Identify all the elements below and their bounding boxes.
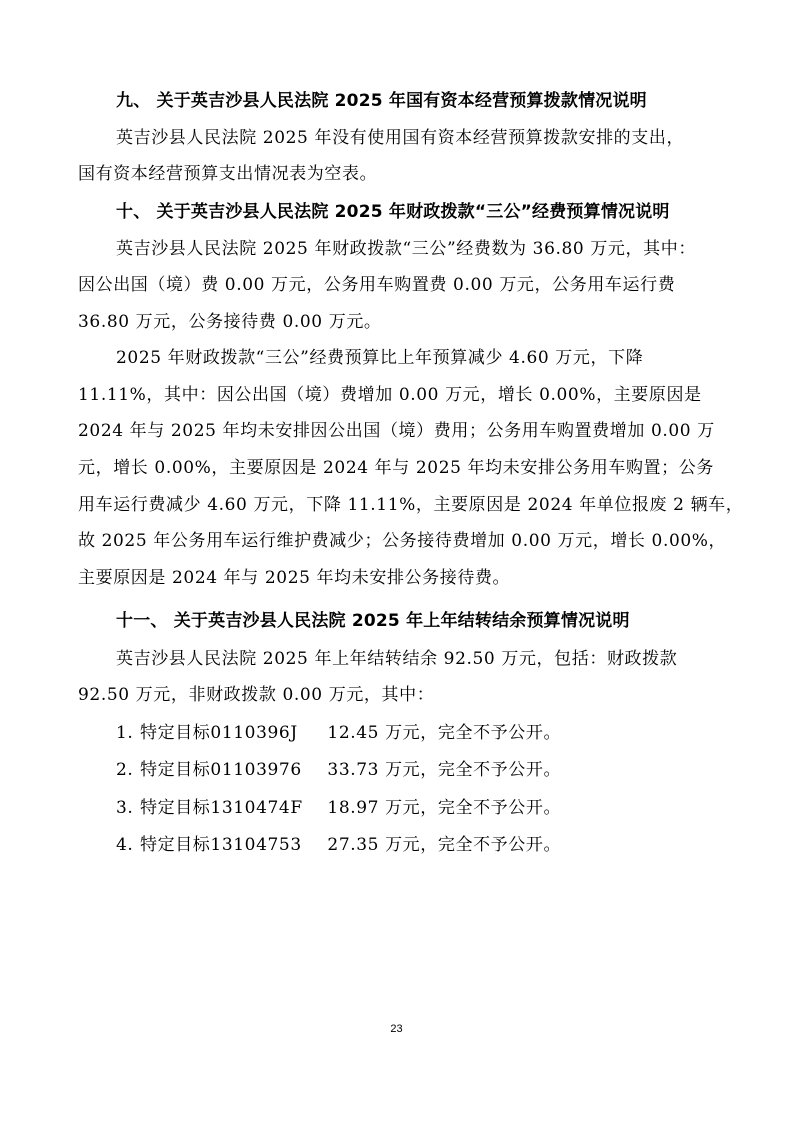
list-item (116, 797, 561, 819)
list-item (116, 722, 561, 744)
list-item-label: 特定目标 (140, 760, 211, 780)
list-item-number: 2. (116, 760, 134, 780)
list-item-label: 特定目标 (140, 798, 211, 818)
list-item-amount: 33.73 万元，完全不予公开。 (327, 760, 562, 780)
section-10-para2-line-6: 故 2025 年公务用车运行维护费减少；公务接待费增加 0.00 万元，增长 0.00%， (78, 531, 727, 551)
section-9-heading: 九、 关于英吉沙县人民法院 2025 年国有资本经营预算拨款情况说明 (116, 91, 647, 111)
section-9-line-1: 英吉沙县人民法院 2025 年没有使用国有资本经营预算拨款安排的支出， (116, 128, 685, 148)
list-item-number: 4. (116, 835, 134, 855)
page-number: 23 (390, 1023, 403, 1035)
list-item-label: 特定目标 (140, 835, 211, 855)
list-item-number: 3. (116, 798, 134, 818)
list-item-code: 1310474F (210, 798, 303, 818)
section-11-line-2: 92.50 万元，非财政拨款 0.00 万元，其中： (78, 685, 435, 705)
list-item-amount: 18.97 万元，完全不予公开。 (327, 798, 562, 818)
section-10-para1-line-1: 英吉沙县人民法院 2025 年财政拨款“三公”经费数为 36.80 万元，其中： (116, 239, 696, 259)
list-item-label: 特定目标 (140, 723, 211, 743)
section-11-heading: 十一、 关于英吉沙县人民法院 2025 年上年结转结余预算情况说明 (116, 611, 630, 631)
list-item-number: 1. (116, 723, 134, 743)
section-10-para1-line-3: 36.80 万元，公务接待费 0.00 万元。 (78, 312, 382, 332)
section-10-para2-line-1: 2025 年财政拨款“三公”经费预算比上年预算减少 4.60 万元，下降 (116, 348, 644, 368)
section-9-line-2: 国有资本经营预算支出情况表为空表。 (78, 164, 378, 184)
section-11-line-1: 英吉沙县人民法院 2025 年上年结转结余 92.50 万元，包括：财政拨款 (116, 649, 678, 669)
section-10-para1-line-2: 因公出国（境）费 0.00 万元，公务用车购置费 0.00 万元，公务用车运行费 (78, 275, 676, 295)
list-item (116, 834, 561, 856)
section-10-para2-line-5: 用车运行费减少 4.60 万元，下降 11.11%，主要原因是 2024 年单位报废 2 辆车， (78, 495, 744, 515)
list-item-amount: 27.35 万元，完全不予公开。 (327, 835, 562, 855)
section-10-heading: 十、 关于英吉沙县人民法院 2025 年财政拨款“三公”经费预算情况说明 (116, 202, 670, 222)
section-10-para2-line-7: 主要原因是 2024 年与 2025 年均未安排公务接待费。 (78, 568, 511, 588)
section-10-para2-line-4: 元，增长 0.00%，主要原因是 2024 年与 2025 年均未安排公务用车购置；公务 (78, 458, 714, 478)
list-item-code: 01103976 (210, 760, 302, 780)
list-item-code: 0110396J (210, 723, 298, 743)
list-item-amount: 12.45 万元，完全不予公开。 (327, 723, 562, 743)
list-item-code: 13104753 (210, 835, 302, 855)
list-item (116, 759, 561, 781)
section-10-para2-line-2: 11.11%，其中：因公出国（境）费增加 0.00 万元，增长 0.00%，主要原因是 (78, 385, 702, 405)
section-10-para2-line-3: 2024 年与 2025 年均未安排因公出国（境）费用；公务用车购置费增加 0.00 万 (78, 421, 715, 441)
